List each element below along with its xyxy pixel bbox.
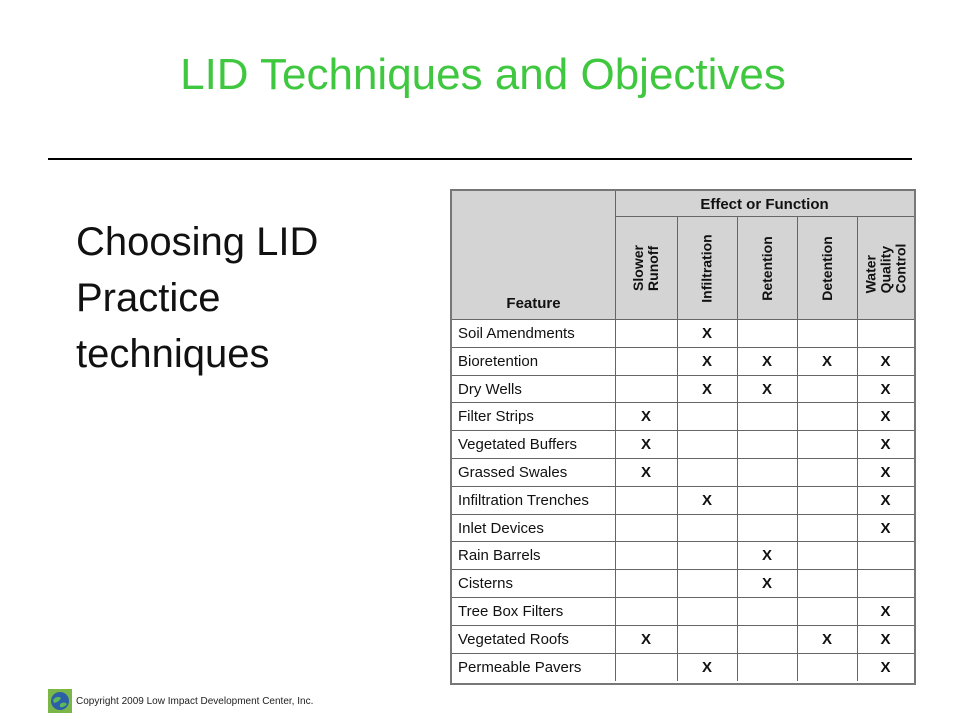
column-header (797, 218, 857, 318)
check-mark: X (880, 519, 891, 537)
table-row (452, 515, 914, 543)
feature-name: Cisterns (458, 575, 514, 593)
check-mark: X (701, 491, 712, 509)
check-mark: X (701, 325, 712, 342)
column-header-label: Water Quality Control (861, 243, 908, 293)
column-header (857, 218, 914, 318)
feature-name: Vegetated Buffers (458, 436, 577, 454)
table-row (452, 654, 914, 682)
feature-name: Dry Wells (458, 380, 522, 398)
table-row (452, 403, 914, 431)
feature-name: Bioretention (458, 352, 539, 370)
table-row (452, 487, 914, 515)
table-row (452, 376, 914, 404)
title-divider (48, 158, 912, 160)
table-row (452, 459, 914, 487)
feature-name: Soil Amendments (458, 325, 575, 342)
check-mark: X (880, 630, 891, 648)
table-row (452, 570, 914, 598)
check-mark: X (880, 464, 891, 481)
feature-name: Infiltration Trenches (458, 491, 589, 509)
table-row (452, 431, 914, 459)
group-header-divider (615, 216, 914, 217)
check-mark: X (640, 408, 651, 426)
table-row (452, 320, 914, 348)
footer (48, 688, 313, 714)
check-mark: X (821, 630, 832, 648)
check-mark: X (640, 436, 651, 454)
feature-name: Inlet Devices (458, 519, 544, 537)
check-mark: X (640, 464, 651, 481)
check-mark: X (701, 658, 712, 676)
check-mark: X (761, 547, 772, 565)
slide-title: LID Techniques and Objectives (180, 50, 786, 99)
check-mark: X (761, 575, 772, 593)
column-header-label: Slower Runoff (630, 245, 661, 291)
slide-subtitle: Choosing LID Practice techniques (76, 220, 319, 376)
check-mark: X (640, 630, 651, 648)
lid-techniques-table (450, 189, 916, 685)
column-header-label: Detention (818, 235, 835, 301)
check-mark: X (880, 491, 891, 509)
check-mark: X (880, 658, 891, 676)
check-mark: X (701, 380, 712, 398)
table-row (452, 626, 914, 654)
check-mark: X (880, 408, 891, 426)
feature-column-header: Feature (506, 295, 561, 312)
feature-name: Filter Strips (458, 408, 534, 426)
column-header-label: Retention (758, 235, 775, 301)
table-row (452, 598, 914, 626)
feature-name: Permeable Pavers (458, 658, 582, 676)
column-header (737, 218, 797, 318)
check-mark: X (761, 380, 772, 398)
copyright-text: Copyright 2009 Low Impact Development Center, Inc. (76, 695, 314, 707)
globe-leaf-icon (48, 689, 72, 713)
feature-name: Vegetated Roofs (458, 630, 569, 648)
check-mark: X (701, 352, 712, 370)
feature-name: Tree Box Filters (458, 603, 564, 620)
table-row (452, 542, 914, 570)
column-header (615, 218, 677, 318)
check-mark: X (821, 352, 832, 370)
table-row (452, 348, 914, 376)
effect-or-function-header: Effect or Function (700, 196, 829, 213)
column-header (677, 218, 737, 318)
check-mark: X (880, 380, 891, 398)
column-header-label: Infiltration (698, 233, 715, 303)
check-mark: X (761, 352, 772, 370)
feature-name: Rain Barrels (458, 547, 541, 565)
check-mark: X (880, 436, 891, 454)
feature-name: Grassed Swales (458, 464, 568, 481)
check-mark: X (880, 352, 891, 370)
check-mark: X (880, 603, 891, 620)
